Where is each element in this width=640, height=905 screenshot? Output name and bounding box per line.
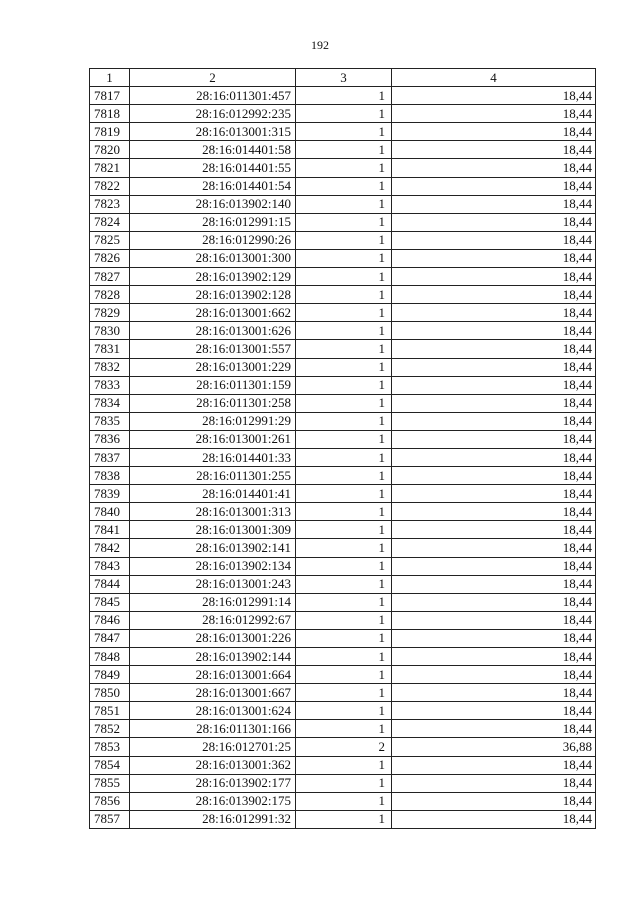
value-cell: 18,44 — [392, 358, 596, 376]
row-number-cell: 7820 — [90, 141, 130, 159]
table-row — [90, 213, 596, 231]
cadastral-number-cell: 28:16:013001:626 — [130, 322, 296, 340]
quantity-cell: 1 — [296, 521, 392, 539]
value-cell: 18,44 — [392, 394, 596, 412]
table-row — [90, 412, 596, 430]
row-number-cell: 7834 — [90, 394, 130, 412]
quantity-cell: 1 — [296, 629, 392, 647]
table-row — [90, 648, 596, 666]
cadastral-number-cell: 28:16:013001:557 — [130, 340, 296, 358]
cadastral-number-cell: 28:16:013902:134 — [130, 557, 296, 575]
page-number: 192 — [311, 38, 329, 52]
cadastral-number-cell: 28:16:012990:26 — [130, 231, 296, 249]
value-cell: 18,44 — [392, 575, 596, 593]
cadastral-number-cell: 28:16:012992:67 — [130, 611, 296, 629]
row-number-cell: 7850 — [90, 684, 130, 702]
row-number-cell: 7848 — [90, 648, 130, 666]
table-row — [90, 503, 596, 521]
cadastral-number-cell: 28:16:014401:55 — [130, 159, 296, 177]
cadastral-number-cell: 28:16:013001:300 — [130, 249, 296, 267]
quantity-cell: 1 — [296, 177, 392, 195]
value-cell: 18,44 — [392, 629, 596, 647]
quantity-cell: 1 — [296, 213, 392, 231]
value-cell: 18,44 — [392, 340, 596, 358]
header-col-3: 3 — [296, 69, 392, 87]
quantity-cell: 1 — [296, 684, 392, 702]
cadastral-number-cell: 28:16:011301:457 — [130, 87, 296, 105]
value-cell: 18,44 — [392, 195, 596, 213]
value-cell: 18,44 — [392, 702, 596, 720]
quantity-cell: 1 — [296, 231, 392, 249]
quantity-cell: 1 — [296, 322, 392, 340]
cadastral-number-cell: 28:16:014401:33 — [130, 448, 296, 466]
value-cell: 18,44 — [392, 213, 596, 231]
table-row — [90, 684, 596, 702]
quantity-cell: 1 — [296, 430, 392, 448]
row-number-cell: 7842 — [90, 539, 130, 557]
table-row — [90, 286, 596, 304]
table-row — [90, 376, 596, 394]
table-row — [90, 268, 596, 286]
quantity-cell: 1 — [296, 376, 392, 394]
value-cell: 18,44 — [392, 648, 596, 666]
table-row — [90, 177, 596, 195]
value-cell: 18,44 — [392, 467, 596, 485]
value-cell: 18,44 — [392, 720, 596, 738]
cadastral-number-cell: 28:16:013902:175 — [130, 792, 296, 810]
row-number-cell: 7838 — [90, 467, 130, 485]
value-cell: 18,44 — [392, 231, 596, 249]
value-cell: 18,44 — [392, 666, 596, 684]
cadastral-number-cell: 28:16:013001:315 — [130, 123, 296, 141]
cadastral-number-cell: 28:16:013902:144 — [130, 648, 296, 666]
row-number-cell: 7854 — [90, 756, 130, 774]
row-number-cell: 7829 — [90, 304, 130, 322]
table-row — [90, 611, 596, 629]
value-cell: 18,44 — [392, 521, 596, 539]
cadastral-number-cell: 28:16:013902:129 — [130, 268, 296, 286]
table-row — [90, 340, 596, 358]
row-number-cell: 7849 — [90, 666, 130, 684]
quantity-cell: 1 — [296, 141, 392, 159]
table-row — [90, 756, 596, 774]
row-number-cell: 7844 — [90, 575, 130, 593]
cadastral-number-cell: 28:16:012992:235 — [130, 105, 296, 123]
value-cell: 18,44 — [392, 87, 596, 105]
cadastral-number-cell: 28:16:013001:362 — [130, 756, 296, 774]
cadastral-number-cell: 28:16:013001:624 — [130, 702, 296, 720]
row-number-cell: 7826 — [90, 249, 130, 267]
cadastral-number-cell: 28:16:013902:140 — [130, 195, 296, 213]
value-cell: 18,44 — [392, 376, 596, 394]
table-row — [90, 304, 596, 322]
table-row — [90, 87, 596, 105]
row-number-cell: 7821 — [90, 159, 130, 177]
row-number-cell: 7853 — [90, 738, 130, 756]
value-cell: 18,44 — [392, 322, 596, 340]
table-row — [90, 448, 596, 466]
cadastral-number-cell: 28:16:013001:243 — [130, 575, 296, 593]
row-number-cell: 7852 — [90, 720, 130, 738]
quantity-cell: 1 — [296, 539, 392, 557]
row-number-cell: 7824 — [90, 213, 130, 231]
cadastral-number-cell: 28:16:014401:58 — [130, 141, 296, 159]
table-row — [90, 430, 596, 448]
quantity-cell: 1 — [296, 467, 392, 485]
quantity-cell: 1 — [296, 358, 392, 376]
cadastral-number-cell: 28:16:011301:166 — [130, 720, 296, 738]
value-cell: 18,44 — [392, 123, 596, 141]
table-row — [90, 141, 596, 159]
value-cell: 18,44 — [392, 557, 596, 575]
row-number-cell: 7851 — [90, 702, 130, 720]
quantity-cell: 1 — [296, 394, 392, 412]
quantity-cell: 1 — [296, 557, 392, 575]
table-row — [90, 629, 596, 647]
cadastral-number-cell: 28:16:013001:664 — [130, 666, 296, 684]
row-number-cell: 7818 — [90, 105, 130, 123]
quantity-cell: 1 — [296, 304, 392, 322]
table-row — [90, 249, 596, 267]
table-row — [90, 593, 596, 611]
value-cell: 36,88 — [392, 738, 596, 756]
quantity-cell: 1 — [296, 756, 392, 774]
table-row — [90, 702, 596, 720]
quantity-cell: 1 — [296, 593, 392, 611]
table-row — [90, 195, 596, 213]
table-row — [90, 105, 596, 123]
value-cell: 18,44 — [392, 286, 596, 304]
row-number-cell: 7831 — [90, 340, 130, 358]
row-number-cell: 7827 — [90, 268, 130, 286]
row-number-cell: 7833 — [90, 376, 130, 394]
quantity-cell: 1 — [296, 412, 392, 430]
row-number-cell: 7855 — [90, 774, 130, 792]
value-cell: 18,44 — [392, 684, 596, 702]
table-row — [90, 358, 596, 376]
row-number-cell: 7847 — [90, 629, 130, 647]
value-cell: 18,44 — [392, 412, 596, 430]
cadastral-number-cell: 28:16:012991:32 — [130, 810, 296, 828]
cadastral-number-cell: 28:16:011301:159 — [130, 376, 296, 394]
table-body — [90, 87, 596, 829]
value-cell: 18,44 — [392, 485, 596, 503]
row-number-cell: 7825 — [90, 231, 130, 249]
cadastral-number-cell: 28:16:013001:229 — [130, 358, 296, 376]
header-col-4: 4 — [392, 69, 596, 87]
row-number-cell: 7836 — [90, 430, 130, 448]
value-cell: 18,44 — [392, 304, 596, 322]
row-number-cell: 7839 — [90, 485, 130, 503]
value-cell: 18,44 — [392, 756, 596, 774]
row-number-cell: 7845 — [90, 593, 130, 611]
table-header — [90, 69, 596, 87]
quantity-cell: 1 — [296, 195, 392, 213]
quantity-cell: 1 — [296, 159, 392, 177]
table-row — [90, 738, 596, 756]
quantity-cell: 1 — [296, 575, 392, 593]
value-cell: 18,44 — [392, 177, 596, 195]
table-row — [90, 810, 596, 828]
value-cell: 18,44 — [392, 810, 596, 828]
cadastral-number-cell: 28:16:013001:662 — [130, 304, 296, 322]
quantity-cell: 1 — [296, 774, 392, 792]
table-row — [90, 394, 596, 412]
quantity-cell: 1 — [296, 503, 392, 521]
value-cell: 18,44 — [392, 141, 596, 159]
quantity-cell: 1 — [296, 666, 392, 684]
row-number-cell: 7843 — [90, 557, 130, 575]
row-number-cell: 7819 — [90, 123, 130, 141]
cadastral-number-cell: 28:16:013902:141 — [130, 539, 296, 557]
row-number-cell: 7840 — [90, 503, 130, 521]
row-number-cell: 7857 — [90, 810, 130, 828]
quantity-cell: 1 — [296, 702, 392, 720]
table-row — [90, 720, 596, 738]
row-number-cell: 7837 — [90, 448, 130, 466]
header-col-2: 2 — [130, 69, 296, 87]
row-number-cell: 7841 — [90, 521, 130, 539]
table-row — [90, 159, 596, 177]
value-cell: 18,44 — [392, 774, 596, 792]
row-number-cell: 7830 — [90, 322, 130, 340]
table-row — [90, 231, 596, 249]
cadastral-number-cell: 28:16:011301:255 — [130, 467, 296, 485]
value-cell: 18,44 — [392, 430, 596, 448]
row-number-cell: 7817 — [90, 87, 130, 105]
table-row — [90, 575, 596, 593]
quantity-cell: 1 — [296, 87, 392, 105]
table-row — [90, 557, 596, 575]
row-number-cell: 7856 — [90, 792, 130, 810]
row-number-cell: 7823 — [90, 195, 130, 213]
cadastral-number-cell: 28:16:012991:15 — [130, 213, 296, 231]
header-col-1: 1 — [90, 69, 130, 87]
table-row — [90, 774, 596, 792]
cadastral-number-cell: 28:16:012991:29 — [130, 412, 296, 430]
quantity-cell: 1 — [296, 810, 392, 828]
quantity-cell: 1 — [296, 720, 392, 738]
value-cell: 18,44 — [392, 249, 596, 267]
cadastral-number-cell: 28:16:013001:667 — [130, 684, 296, 702]
quantity-cell: 1 — [296, 105, 392, 123]
value-cell: 18,44 — [392, 105, 596, 123]
cadastral-number-cell: 28:16:014401:54 — [130, 177, 296, 195]
cadastral-number-cell: 28:16:012701:25 — [130, 738, 296, 756]
quantity-cell: 1 — [296, 792, 392, 810]
row-number-cell: 7832 — [90, 358, 130, 376]
quantity-cell: 1 — [296, 448, 392, 466]
quantity-cell: 1 — [296, 123, 392, 141]
cadastral-number-cell: 28:16:013001:313 — [130, 503, 296, 521]
value-cell: 18,44 — [392, 159, 596, 177]
value-cell: 18,44 — [392, 539, 596, 557]
cadastral-number-cell: 28:16:013902:177 — [130, 774, 296, 792]
value-cell: 18,44 — [392, 448, 596, 466]
value-cell: 18,44 — [392, 792, 596, 810]
row-number-cell: 7835 — [90, 412, 130, 430]
cadastral-number-cell: 28:16:012991:14 — [130, 593, 296, 611]
table-row — [90, 467, 596, 485]
row-number-cell: 7822 — [90, 177, 130, 195]
table-row — [90, 539, 596, 557]
value-cell: 18,44 — [392, 503, 596, 521]
quantity-cell: 1 — [296, 249, 392, 267]
cadastral-number-cell: 28:16:013001:309 — [130, 521, 296, 539]
quantity-cell: 2 — [296, 738, 392, 756]
quantity-cell: 1 — [296, 340, 392, 358]
table-row — [90, 123, 596, 141]
cadastral-number-cell: 28:16:013902:128 — [130, 286, 296, 304]
quantity-cell: 1 — [296, 611, 392, 629]
header-row — [90, 69, 596, 87]
table-row — [90, 322, 596, 340]
value-cell: 18,44 — [392, 268, 596, 286]
quantity-cell: 1 — [296, 268, 392, 286]
table-row — [90, 485, 596, 503]
value-cell: 18,44 — [392, 593, 596, 611]
row-number-cell: 7828 — [90, 286, 130, 304]
cadastral-number-cell: 28:16:013001:261 — [130, 430, 296, 448]
table-row — [90, 521, 596, 539]
quantity-cell: 1 — [296, 485, 392, 503]
table-row — [90, 792, 596, 810]
registry-table — [89, 68, 596, 829]
quantity-cell: 1 — [296, 286, 392, 304]
row-number-cell: 7846 — [90, 611, 130, 629]
table-row — [90, 666, 596, 684]
value-cell: 18,44 — [392, 611, 596, 629]
cadastral-number-cell: 28:16:013001:226 — [130, 629, 296, 647]
cadastral-number-cell: 28:16:014401:41 — [130, 485, 296, 503]
quantity-cell: 1 — [296, 648, 392, 666]
cadastral-number-cell: 28:16:011301:258 — [130, 394, 296, 412]
